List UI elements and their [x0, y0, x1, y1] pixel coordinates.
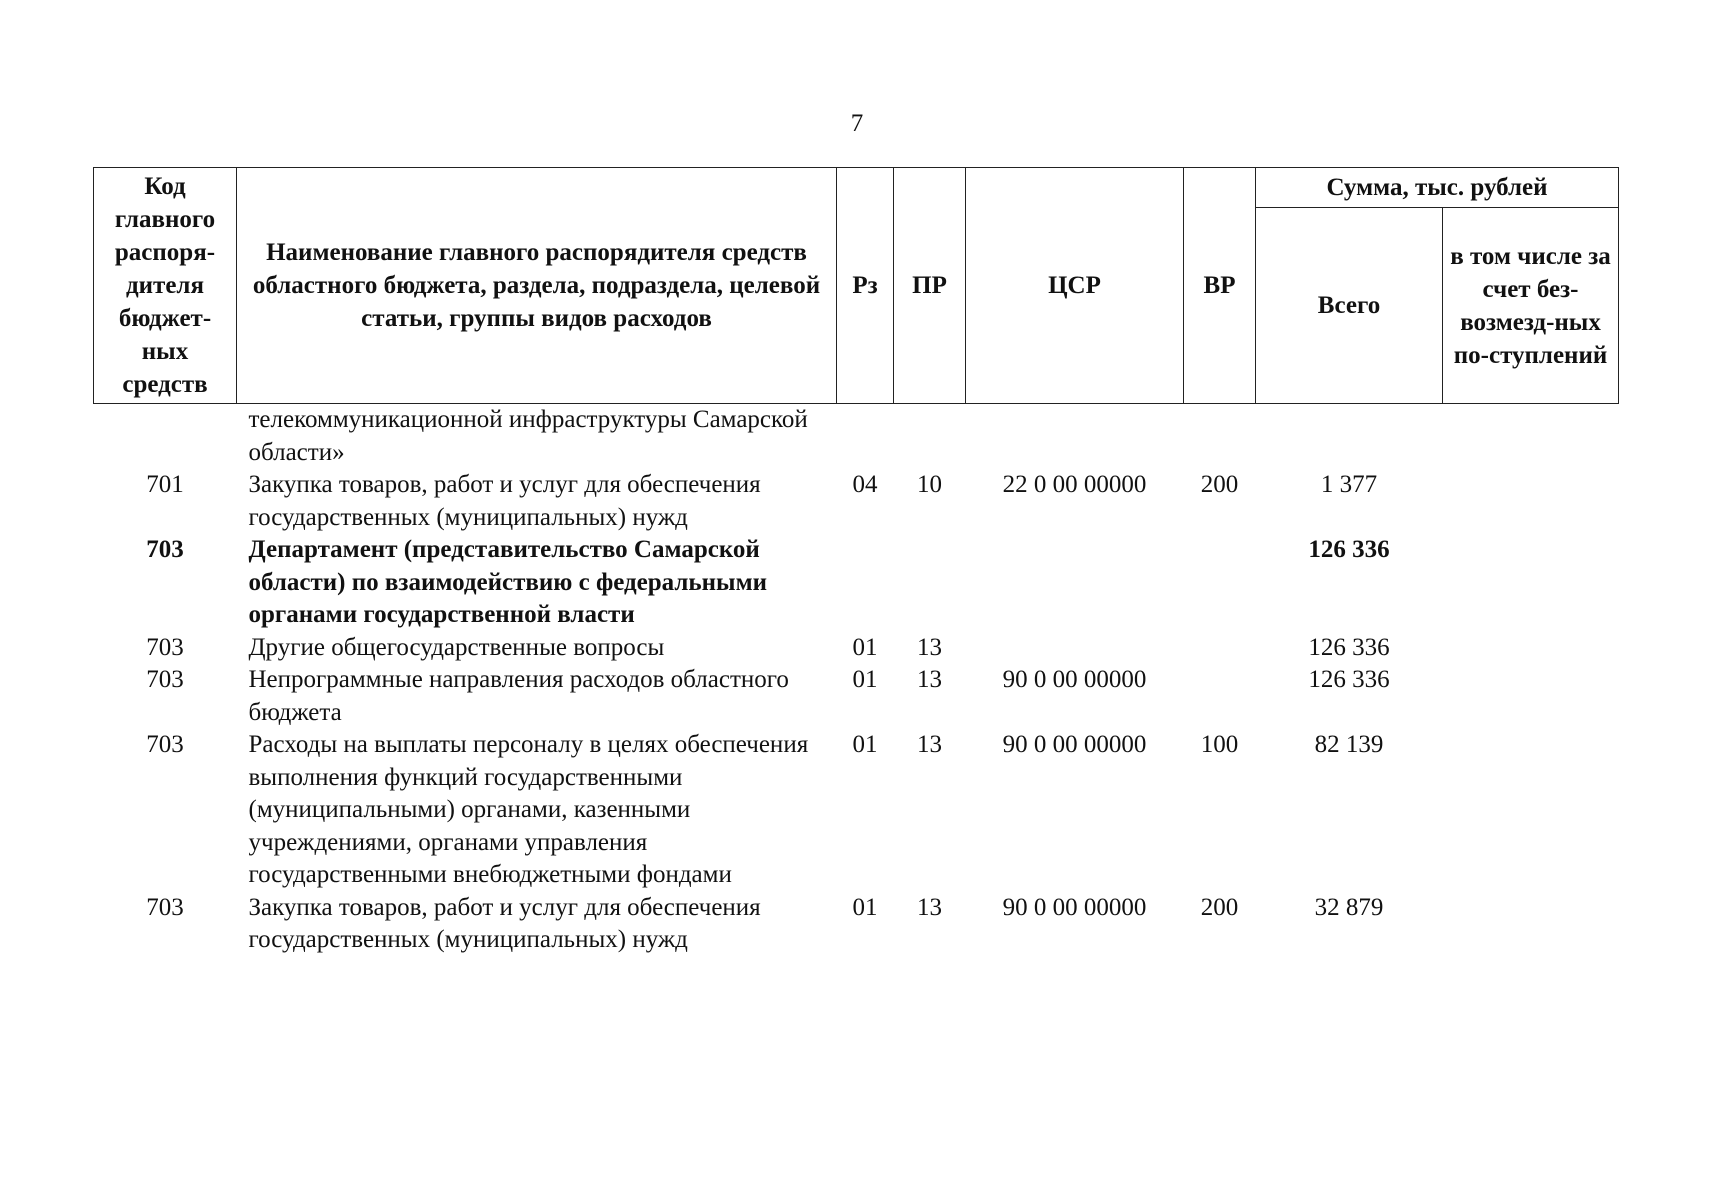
cell-pr	[894, 404, 966, 470]
cell-total: 1 377	[1320, 471, 1378, 498]
cell-name: Расходы на выплаты персоналу в целях обеспечения выполнения функций государственными (муниципальными) органами, казенными учреждениями, органами управления государственными внебюджетными фондами	[248, 731, 809, 888]
cell-total: 126 336	[1308, 666, 1390, 693]
cell-vr: 200	[1200, 893, 1239, 921]
cell-pr	[894, 534, 966, 632]
table-row	[94, 892, 1619, 957]
cell-csr	[966, 632, 1184, 665]
header-sum-group: Сумма, тыс. рублей	[1256, 168, 1619, 208]
cell-free	[1443, 632, 1619, 665]
table-header	[94, 168, 1619, 404]
cell-code	[94, 404, 237, 470]
header-rz: Рз	[837, 168, 894, 404]
cell-pr: 13	[917, 666, 942, 693]
cell-free	[1443, 664, 1619, 729]
budget-sheet	[93, 167, 1619, 957]
page-number: 7	[850, 110, 864, 137]
header-csr: ЦСР	[966, 168, 1184, 404]
cell-code: 703	[146, 633, 184, 661]
cell-vr	[1184, 664, 1256, 729]
cell-pr: 13	[917, 633, 942, 661]
cell-code: 703	[146, 893, 184, 921]
cell-code: 703	[146, 666, 184, 693]
cell-vr	[1184, 534, 1256, 632]
cell-csr	[966, 534, 1184, 632]
cell-pr: 13	[917, 731, 942, 758]
cell-total: 126 336	[1308, 536, 1390, 563]
cell-total: 32 879	[1314, 893, 1384, 921]
cell-name: Департамент (представительство Самарской области) по взаимодействию с федеральными органами государственной власти	[248, 536, 768, 628]
cell-csr: 90 0 00 00000	[1002, 731, 1147, 758]
cell-rz: 01	[852, 893, 878, 921]
cell-rz	[837, 404, 894, 470]
table-row	[94, 632, 1619, 665]
table-row	[94, 469, 1619, 534]
cell-rz: 01	[852, 633, 878, 661]
cell-free	[1443, 469, 1619, 534]
cell-csr: 90 0 00 00000	[1002, 666, 1147, 693]
cell-csr: 90 0 00 00000	[1002, 893, 1147, 921]
cell-pr: 10	[917, 471, 942, 498]
cell-name: Закупка товаров, работ и услуг для обеспечения государственных (муниципальных) нужд	[248, 893, 761, 953]
table-row	[94, 664, 1619, 729]
header-vr: ВР	[1184, 168, 1256, 404]
header-code: Код главного распоря-дителя бюджет-ных средств	[94, 168, 237, 404]
cell-code: 703	[146, 731, 184, 758]
cell-free	[1443, 892, 1619, 957]
cell-vr: 200	[1200, 471, 1239, 498]
cell-rz: 01	[852, 666, 878, 693]
cell-name: Закупка товаров, работ и услуг для обеспечения государственных (муниципальных) нужд	[248, 471, 761, 531]
table-row	[94, 729, 1619, 892]
cell-rz: 04	[852, 471, 878, 498]
cell-rz	[837, 534, 894, 632]
table-row-department	[94, 534, 1619, 632]
cell-vr	[1184, 404, 1256, 470]
header-free-receipts: в том числе за счет без-возмезд-ных по-ступлений	[1443, 208, 1619, 404]
cell-vr	[1184, 632, 1256, 665]
cell-free	[1443, 534, 1619, 632]
cell-code: 703	[146, 536, 184, 563]
cell-total: 82 139	[1314, 731, 1384, 758]
header-pr: ПР	[894, 168, 966, 404]
header-total: Всего	[1256, 208, 1443, 404]
cell-name: Другие общегосударственные вопросы	[248, 633, 665, 661]
cell-total: 126 336	[1308, 633, 1390, 661]
cell-pr: 13	[917, 893, 942, 921]
table-row	[94, 404, 1619, 470]
cell-free	[1443, 404, 1619, 470]
cell-csr: 22 0 00 00000	[1002, 471, 1147, 498]
cell-name: телекоммуникационной инфраструктуры Самарской области»	[248, 406, 808, 466]
budget-table	[93, 167, 1619, 957]
cell-free	[1443, 729, 1619, 892]
cell-code: 701	[146, 471, 184, 498]
cell-vr: 100	[1200, 731, 1239, 758]
cell-csr	[966, 404, 1184, 470]
cell-rz: 01	[852, 731, 878, 758]
cell-total	[1256, 404, 1443, 470]
header-name: Наименование главного распорядителя средств областного бюджета, раздела, подраздела, целевой статьи, группы видов расходов	[237, 168, 837, 404]
table-body	[94, 404, 1619, 957]
cell-name: Непрограммные направления расходов областного бюджета	[248, 666, 789, 726]
